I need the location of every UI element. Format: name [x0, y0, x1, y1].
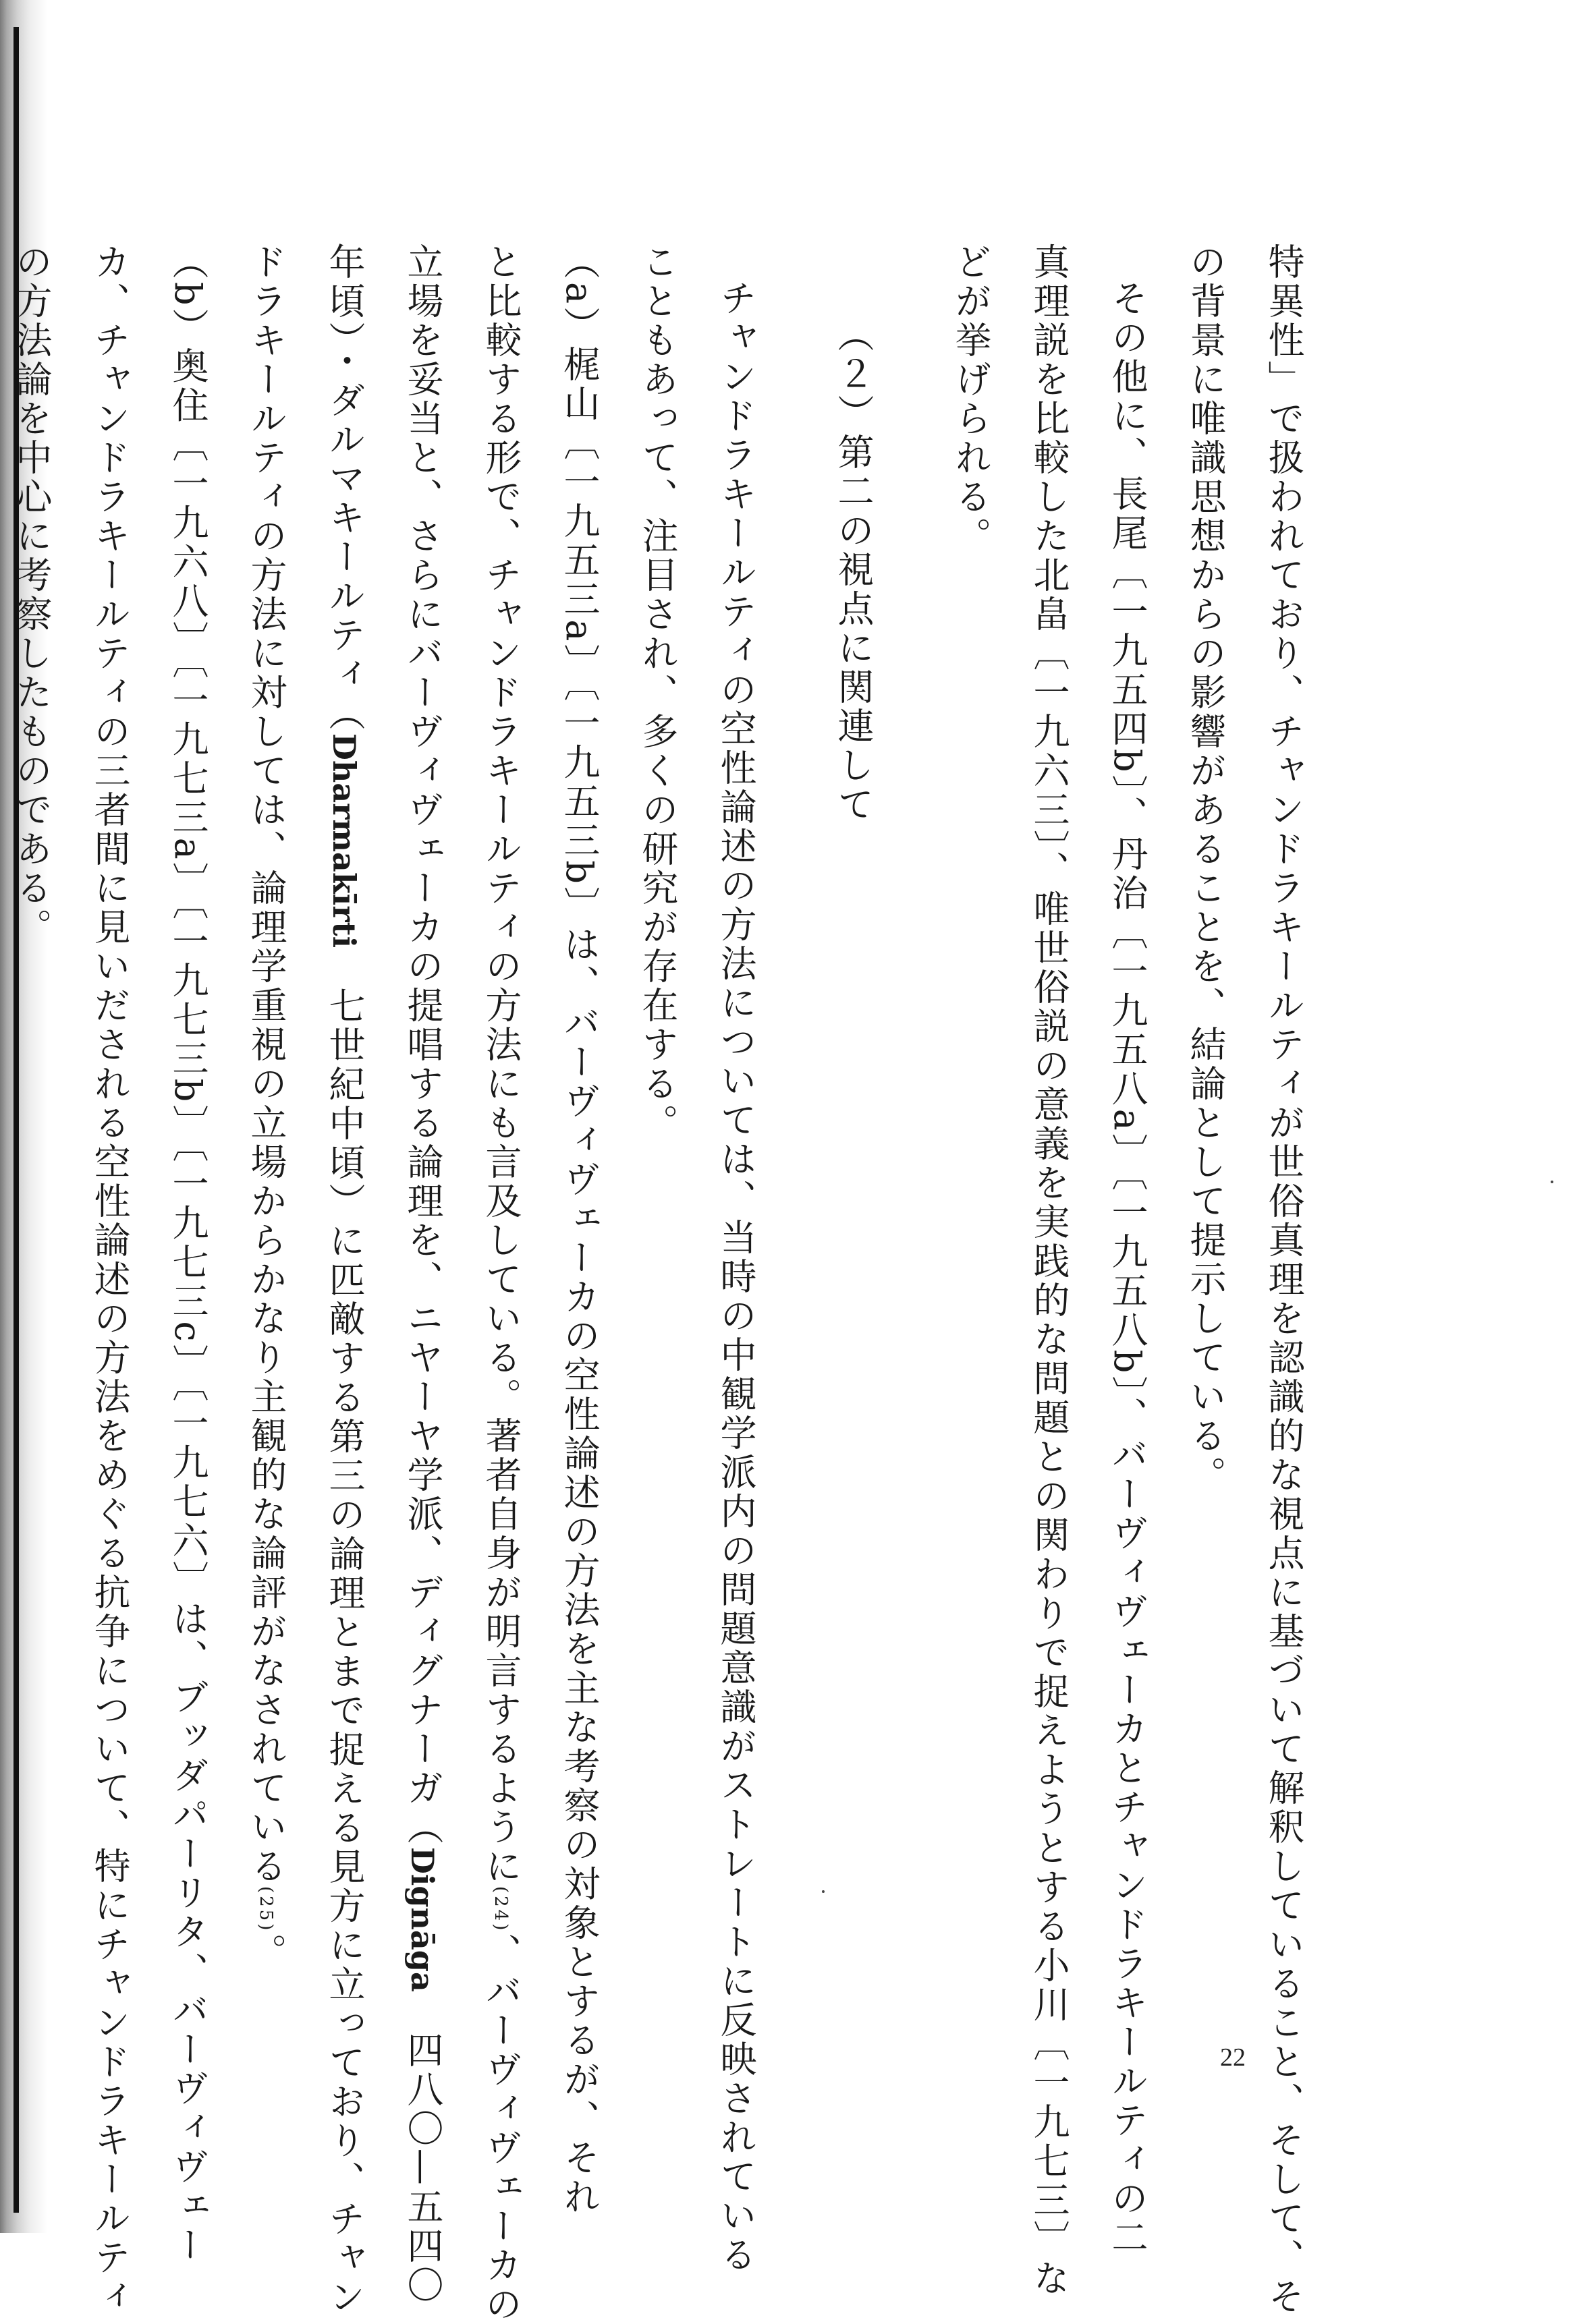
text-line: どが挙げられる。: [949, 243, 992, 556]
text-line: こともあって、注目され、多くの研究が存在する。: [636, 243, 679, 1143]
text-line: [227, 243, 305, 1973]
text-fragment: 七世紀中頃）に匹敵する第三の論理とまで捉える見方に立っており、チャン: [323, 948, 366, 2318]
footnote-ref-24: (24): [491, 1886, 511, 1933]
text-fragment: ドラキールティの方法に対しては、論理学重視の立場からかなり主観的な論評がなされている: [245, 243, 287, 1886]
text-line: 特異性」で扱われており、チャンドラキールティが世俗真理を認識的な視点に基づいて解釈していること、そして、そ: [1263, 243, 1305, 2317]
section-heading-text: 第二の視点に関連して: [832, 433, 875, 824]
scan-speck: [822, 1890, 825, 1893]
text-line: カ、チャンドラキールティの三者間に見いだされる空性論述の方法をめぐる抗争について、特にチャンドラキールティ: [88, 243, 131, 2317]
text-line: その他に、長尾〔一九五四b〕、丹治〔一九五八a〕〔一九五八b〕、バーヴィヴェーカとチャンドラキールティの二: [1106, 279, 1148, 2258]
text-line: （a）梶山〔一九五三a〕〔一九五三b〕は、バーヴィヴェーカの空性論述の方法を主な考察の対象とするが、それ: [558, 243, 601, 2217]
text-fragment: 年頃）・ダルマキールティ（: [323, 243, 366, 733]
section-heading: [814, 243, 892, 1970]
text-fragment: 立場を妥当と、さらにバーヴィヴェーカの提唱する論理を、ニヤーヤ学派、ディグナーガ（: [401, 243, 444, 1847]
latin-term-dignaga: Dignāga: [404, 1847, 441, 1992]
text-fragment: 、バーヴィヴェーカの: [480, 1933, 522, 2324]
text-line: [305, 243, 383, 2318]
text-line: （b）奥住〔一九六八〕〔一九七三a〕〔一九七三b〕〔一九七三c〕〔一九七六〕は、ブッダパーリタ、バーヴィヴェー: [167, 243, 209, 2265]
text-fragment: 四八〇—五四〇: [401, 1991, 444, 2305]
section-heading-number: （２）: [832, 316, 875, 433]
text-line: チャンドラキールティの空性論述の方法については、当時の中観学派内の問題意識がストレートに反映されている: [715, 279, 757, 2275]
page-number: 22: [1220, 2043, 1246, 2072]
text-line: の方法論を中心に考察したものである。: [10, 243, 53, 947]
scan-speck: [1551, 1181, 1553, 1183]
text-line: の背景に唯識思想からの影響があることを、結論として提示している。: [1184, 243, 1227, 1495]
text-line: 真理説を比較した北畠〔一九六三〕、唯世俗説の意義を実践的な問題との関わりで捉えようとする小川〔一九七三〕な: [1028, 243, 1070, 2298]
latin-term-dharmakirti: Dharmakīrti: [326, 733, 362, 948]
footnote-ref-25: (25): [256, 1886, 276, 1933]
text-line: [383, 243, 462, 2305]
text-line: [462, 243, 540, 2324]
text-fragment: 。: [245, 1933, 287, 1973]
text-fragment: と比較する形で、チャンドラキールティの方法にも言及している。著者自身が明言するように: [480, 243, 522, 1886]
